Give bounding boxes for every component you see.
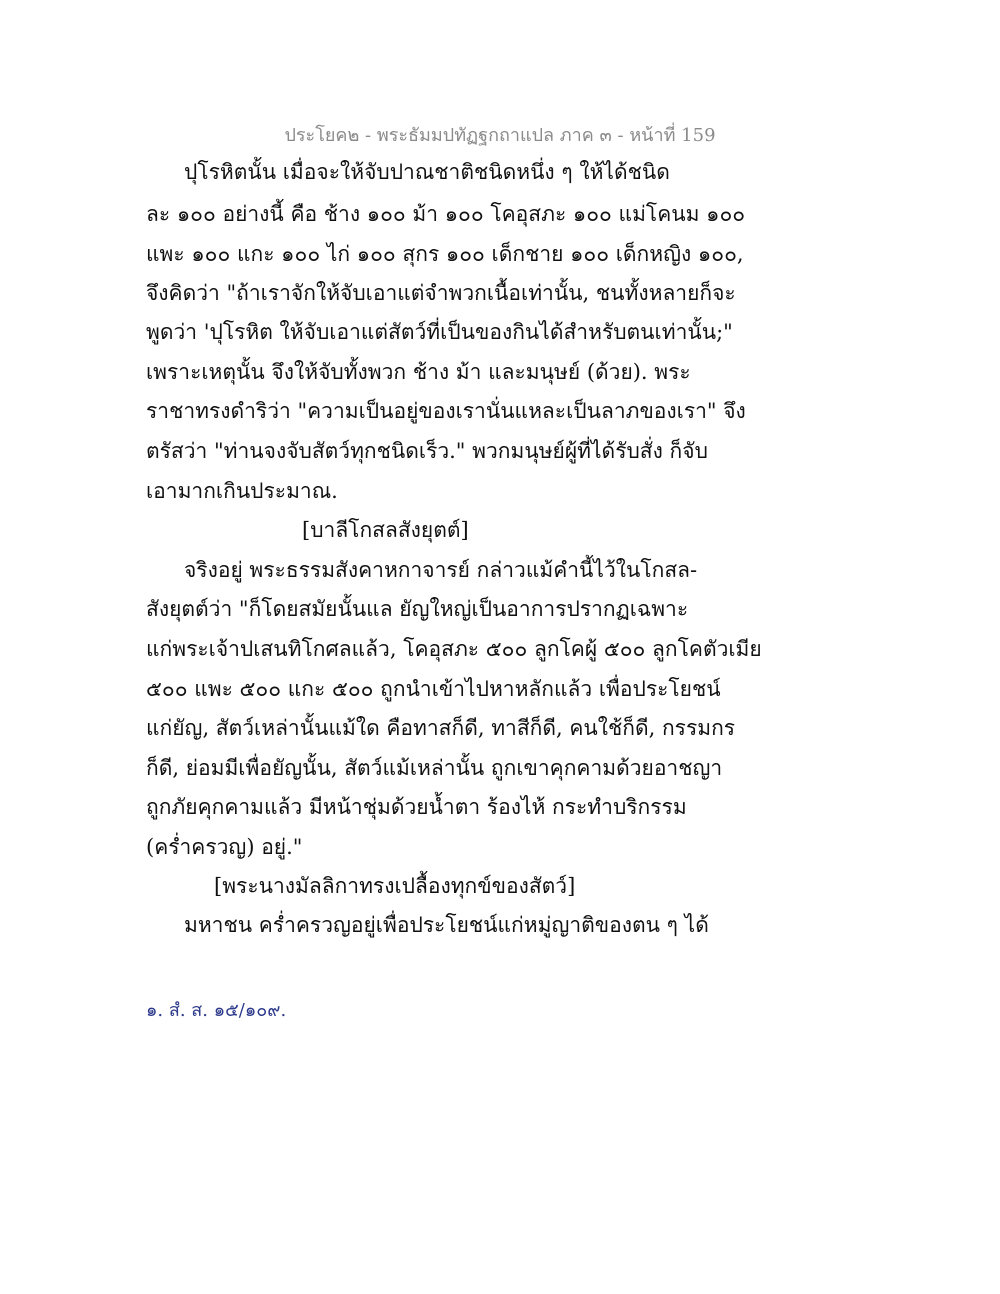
text-line: ก็ดี, ย่อมมีเพื่อยัญนั้น, สัตว์แม้เหล่านั้น ถูกเขาคุกคามด้วยอาชญา <box>146 756 723 780</box>
text-line: ตรัสว่า "ท่านจงจับสัตว์ทุกชนิดเร็ว." พวกมนุษย์ผู้ที่ได้รับสั่ง ก็จับ <box>146 439 708 463</box>
section-heading: [พระนางมัลลิกาทรงเปลื้องทุกข์ของสัตว์] <box>214 874 576 898</box>
text-line: แก่พระเจ้าปเสนทิโกศลแล้ว, โคอุสภะ ๕๐๐ ลูกโคผู้ ๕๐๐ ลูกโคตัวเมีย <box>146 637 762 661</box>
text-line: เอามากเกินประมาณ. <box>146 479 338 503</box>
text-line: (คร่ำครวญ) อยู่." <box>146 835 303 859</box>
text-line: ถูกภัยคุกคามแล้ว มีหน้าชุ่มด้วยน้ำตา ร้องไห้ กระทำบริกรรม <box>146 795 687 819</box>
page-header: ประโยค๒ - พระธัมมปทัฏฐกถาแปล ภาค ๓ - หน้าที่ 159 <box>284 125 716 146</box>
text-line: เพราะเหตุนั้น จึงให้จับทั้งพวก ช้าง ม้า และมนุษย์ (ด้วย). พระ <box>146 360 691 384</box>
text-line: มหาชน คร่ำครวญอยู่เพื่อประโยชน์แก่หมู่ญาติของตน ๆ ได้ <box>184 913 709 937</box>
text-line: จึงคิดว่า "ถ้าเราจักให้จับเอาแต่จำพวกเนื้อเท่านั้น, ชนทั้งหลายก็จะ <box>146 281 736 305</box>
text-line: ละ ๑๐๐ อย่างนี้ คือ ช้าง ๑๐๐ ม้า ๑๐๐ โคอุสภะ ๑๐๐ แม่โคนม ๑๐๐ <box>146 202 746 226</box>
text-line: ๕๐๐ แพะ ๕๐๐ แกะ ๕๐๐ ถูกนำเข้าไปหาหลักแล้ว เพื่อประโยชน์ <box>146 677 721 701</box>
text-line: สังยุตต์ว่า "ก็โดยสมัยนั้นแล ยัญใหญ่เป็นอาการปรากฏเฉพาะ <box>146 597 689 621</box>
text-line: ราชาทรงดำริว่า "ความเป็นอยู่ของเรานั่นแหละเป็นลาภของเรา" จึง <box>146 399 746 423</box>
text-line: จริงอยู่ พระธรรมสังคาหกาจารย์ กล่าวแม้คำนี้ไว้ในโกสล- <box>184 558 698 582</box>
text-line: แพะ ๑๐๐ แกะ ๑๐๐ ไก่ ๑๐๐ สุกร ๑๐๐ เด็กชาย ๑๐๐ เด็กหญิง ๑๐๐, <box>146 242 744 266</box>
footnote: ๑. สํ. ส. ๑๕/๑๐๙. <box>146 1000 287 1021</box>
text-line: แก่ยัญ, สัตว์เหล่านั้นแม้ใด คือทาสก็ดี, ทาสีก็ดี, คนใช้ก็ดี, กรรมกร <box>146 716 736 740</box>
section-heading: [บาลีโกสลสังยุตต์] <box>302 518 469 542</box>
text-line: ปุโรหิตนั้น เมื่อจะให้จับปาณชาติชนิดหนึ่ง ๆ ให้ได้ชนิด <box>184 160 670 184</box>
text-line: พูดว่า 'ปุโรหิต ให้จับเอาแต่สัตว์ที่เป็นของกินได้สำหรับตนเท่านั้น;" <box>146 320 733 344</box>
